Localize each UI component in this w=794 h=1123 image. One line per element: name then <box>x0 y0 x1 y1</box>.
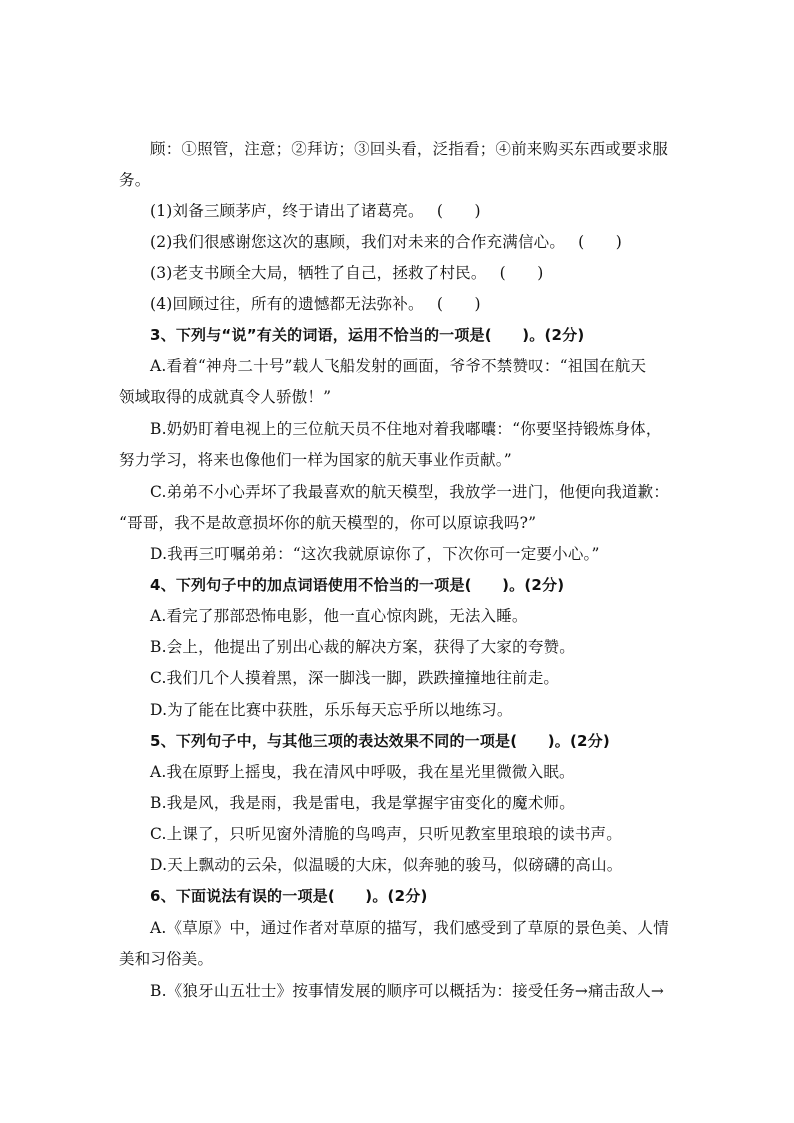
q3-option-d: D.我再三叮嘱弟弟：“这次我就原谅你了，下次你可一定要小心。” <box>150 545 600 563</box>
q5-option-c: C.上课了，只听见窗外清脆的鸟鸣声，只听见教室里琅琅的读书声。 <box>150 825 622 843</box>
sub-item-1: (1)刘备三顾茅庐，终于请出了诸葛亮。 ( ) <box>150 202 481 220</box>
sub-item-4: (4)回顾过往，所有的遗憾都无法弥补。 ( ) <box>150 295 481 313</box>
question-6-title: 6、下面说法有误的一项是( )。(2分) <box>150 887 428 905</box>
q4-option-b: B.会上，他提出了别出心裁的解决方案，获得了大家的夸赞。 <box>150 638 575 656</box>
intro-line-1: 顾：①照管，注意；②拜访；③回头看，泛指看；④前来购买东西或要求服 <box>150 140 669 158</box>
q3-option-c-line-2: “哥哥，我不是故意损坏你的航天模型的，你可以原谅我吗?” <box>119 514 537 532</box>
q3-option-b-line-2: 努力学习，将来也像他们一样为国家的航天事业作贡献。” <box>119 451 512 469</box>
q6-option-b-line-1: B.《狼牙山五壮士》按事情发展的顺序可以概括为：接受任务→痛击敌人→ <box>150 982 665 1000</box>
q4-option-a: A.看完了那部恐怖电影，他一直心惊肉跳，无法入睡。 <box>150 607 528 625</box>
q3-option-a-line-2: 领域取得的成就真令人骄傲！” <box>119 388 332 406</box>
q4-option-d: D.为了能在比赛中获胜，乐乐每天忘乎所以地练习。 <box>150 701 513 719</box>
q3-option-c-line-1: C.弟弟不小心弄坏了我最喜欢的航天模型，我放学一进门，他便向我道歉： <box>150 483 670 501</box>
q5-option-d: D.天上飘动的云朵，似温暖的大床，似奔驰的骏马，似磅礴的高山。 <box>150 856 623 874</box>
sub-item-2: (2)我们很感谢您这次的惠顾，我们对未来的合作充满信心。 ( ) <box>150 233 623 251</box>
question-5-title: 5、下列句子中，与其他三项的表达效果不同的一项是( )。(2分) <box>150 732 610 750</box>
q3-option-a-line-1: A.看着“神舟二十号”载人飞船发射的画面，爷爷不禁赞叹：“祖国在航天 <box>150 357 647 375</box>
question-3-title: 3、下列与“说”有关的词语，运用不恰当的一项是( )。(2分) <box>150 326 585 344</box>
q6-option-a-line-2: 美和习俗美。 <box>119 950 214 968</box>
q5-option-b: B.我是风，我是雨，我是雷电，我是掌握宇宙变化的魔术师。 <box>150 794 575 812</box>
q3-option-b-line-1: B.奶奶盯着电视上的三位航天员不住地对着我嘟囔：“你要坚持锻炼身体， <box>150 420 662 438</box>
q6-option-a-line-1: A.《草原》中，通过作者对草原的描写，我们感受到了草原的景色美、人情 <box>150 919 669 937</box>
q5-option-a: A.我在原野上摇曳，我在清风中呼吸，我在星光里微微入眠。 <box>150 763 575 781</box>
question-4-title: 4、下列句子中的加点词语使用不恰当的一项是( )。(2分) <box>150 576 565 594</box>
q4-option-c: C.我们几个人摸着黑，深一脚浅一脚，跌跌撞撞地往前走。 <box>150 669 560 687</box>
sub-item-3: (3)老支书顾全大局，牺牲了自己，拯救了村民。 ( ) <box>150 264 544 282</box>
intro-line-2: 务。 <box>119 171 151 189</box>
